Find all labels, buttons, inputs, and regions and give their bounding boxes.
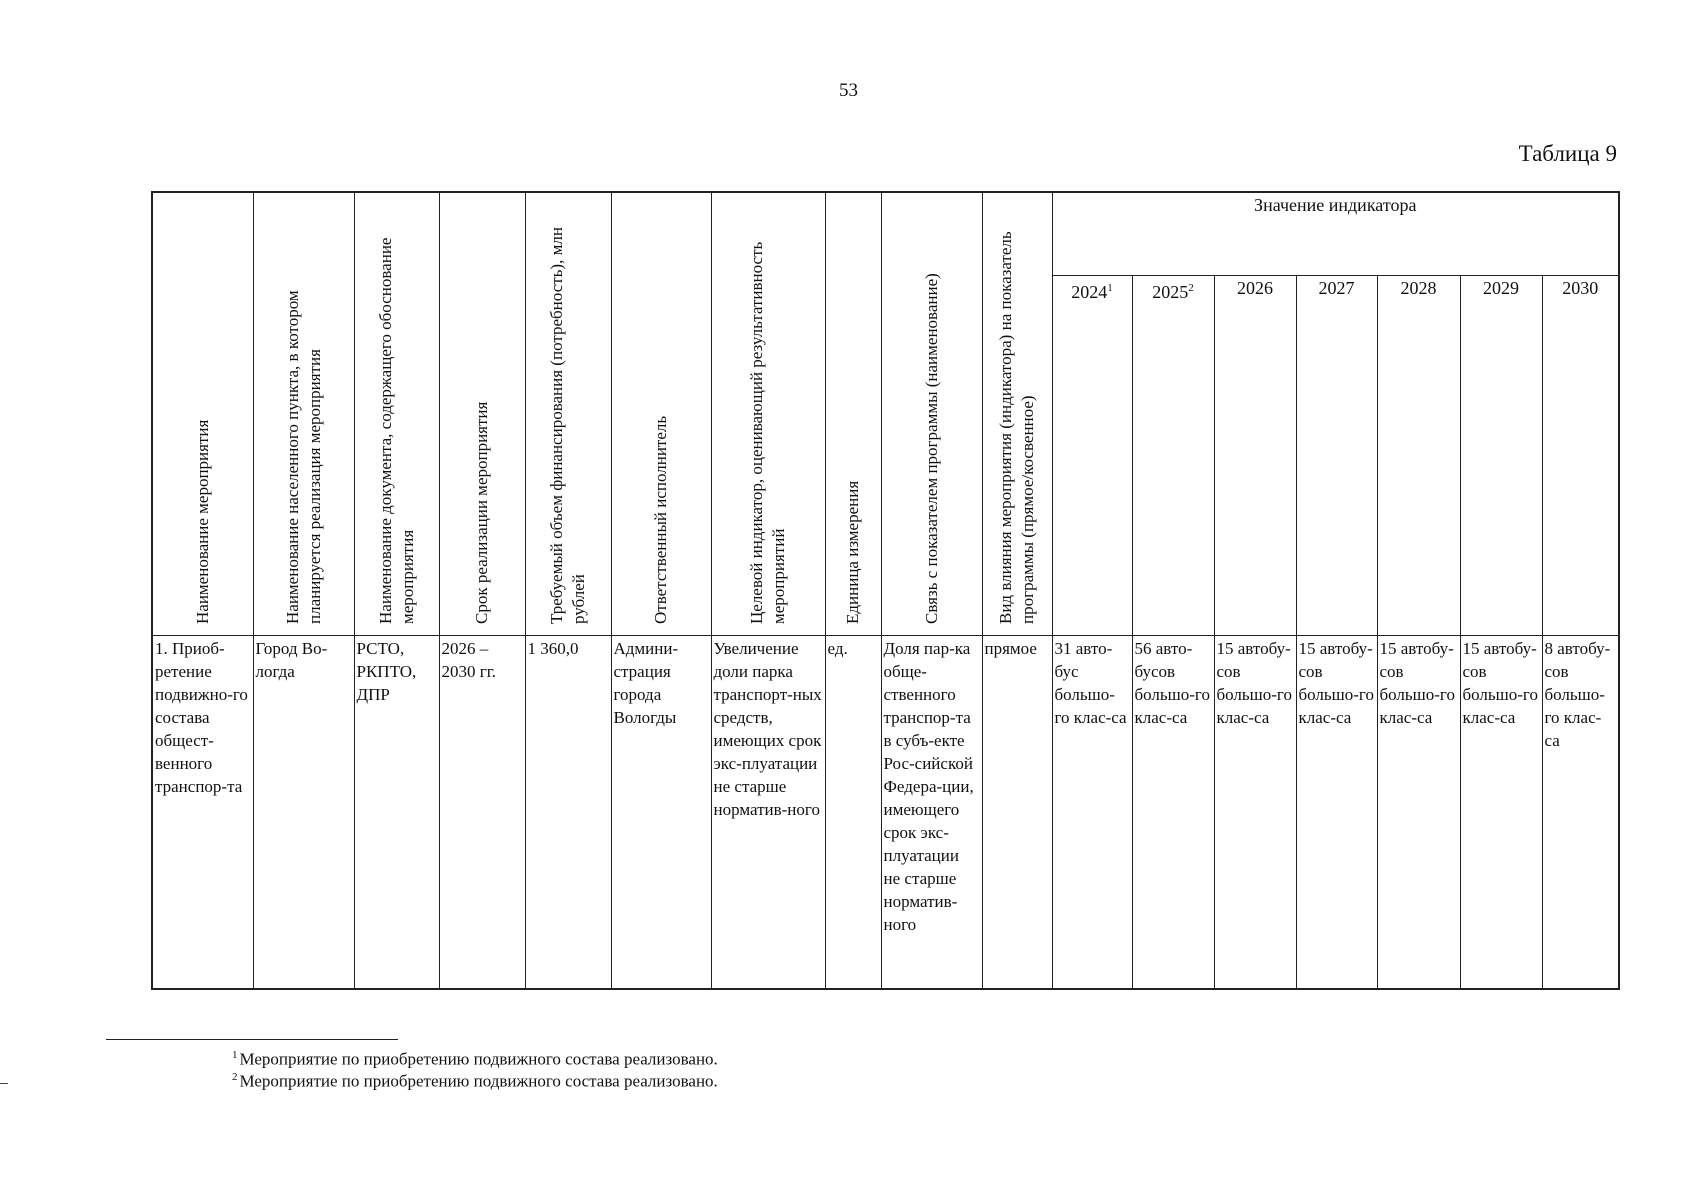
footnote-1: $^1$ Мероприятие по приобретению подвижного состава реализовано. <box>232 1049 718 1069</box>
cell-document: РСТО, РКПТО, ДПР <box>354 636 439 990</box>
cell-value-2030: 8 автобу-сов большо-го клас-са <box>1542 636 1619 990</box>
cell-period: 2026 – 2030 гг. <box>439 636 525 990</box>
year-2029: 2029 <box>1460 275 1542 635</box>
year-2027: 2027 <box>1296 275 1377 635</box>
cell-value-2025: 56 авто-бусов большо-го клас-са <box>1132 636 1214 990</box>
col-header-indicator-value: Значение индикатора <box>1052 192 1619 275</box>
cell-target-indicator: Увеличение доли парка транспорт-ных средств, имеющих срок экс-плуатации не старше норматив-ного <box>711 636 825 990</box>
cell-executor: Админи-страция города Вологды <box>611 636 711 990</box>
col-header-document: Наименование документа, содержащего обоснование мероприятия <box>354 192 439 636</box>
footnote-2: $^2$ Мероприятие по приобретению подвижного состава реализовано. <box>232 1071 718 1091</box>
col-header-program-link: Связь с показателем программы (наименование) <box>881 192 982 636</box>
col-header-target-indicator: Целевой индикатор, оценивающий результативность мероприятий <box>711 192 825 636</box>
cell-settlement: Город Во-логда <box>253 636 354 990</box>
year-2030: 2030 <box>1542 275 1619 635</box>
col-header-period: Срок реализации мероприятия <box>439 192 525 636</box>
page-number: 53 <box>839 80 858 101</box>
table-caption: Таблица 9 <box>1518 141 1617 166</box>
cell-value-2027: 15 автобу-сов большо-го клас-са <box>1296 636 1377 990</box>
margin-mark <box>0 1083 8 1084</box>
cell-value-2024: 31 авто-бус большо-го клас-са <box>1052 636 1132 990</box>
indicators-table <box>151 191 1620 990</box>
cell-event-name: 1. Приоб-ретение подвижно-го состава общест-венного транспор-та <box>152 636 253 990</box>
year-2024: 2024$^1$ <box>1052 275 1132 635</box>
cell-value-2026: 15 автобу-сов большо-го клас-са <box>1214 636 1296 990</box>
cell-unit: ед. <box>825 636 881 990</box>
year-2025: 2025$^2$ <box>1132 275 1214 635</box>
col-header-funding: Требуемый объем финансирования (потребность), млн рублей <box>525 192 611 636</box>
header-row <box>152 192 1619 275</box>
footnote-separator <box>106 1039 398 1040</box>
col-header-unit: Единица измерения <box>825 192 881 636</box>
col-header-influence-type: Вид влияния мероприятия (индикатора) на показатель программы (прямое/косвенное) <box>982 192 1052 636</box>
cell-value-2028: 15 автобу-сов большо-го клас-са <box>1377 636 1460 990</box>
year-2026: 2026 <box>1214 275 1296 635</box>
col-header-executor: Ответственный исполнитель <box>611 192 711 636</box>
cell-funding: 1 360,0 <box>525 636 611 990</box>
table-row <box>152 636 1619 990</box>
col-header-settlement: Наименование населенного пункта, в котором планируется реализация мероприятия <box>253 192 354 636</box>
col-header-event-name: Наименование мероприятия <box>152 192 253 636</box>
cell-program-link: Доля пар-ка обще-ственного транспор-та в субъ-екте Рос-сийской Федера-ции, имеющего срок экс-плуатации не старше норматив-ного <box>881 636 982 990</box>
cell-influence-type: прямое <box>982 636 1052 990</box>
cell-value-2029: 15 автобу-сов большо-го клас-са <box>1460 636 1542 990</box>
year-2028: 2028 <box>1377 275 1460 635</box>
